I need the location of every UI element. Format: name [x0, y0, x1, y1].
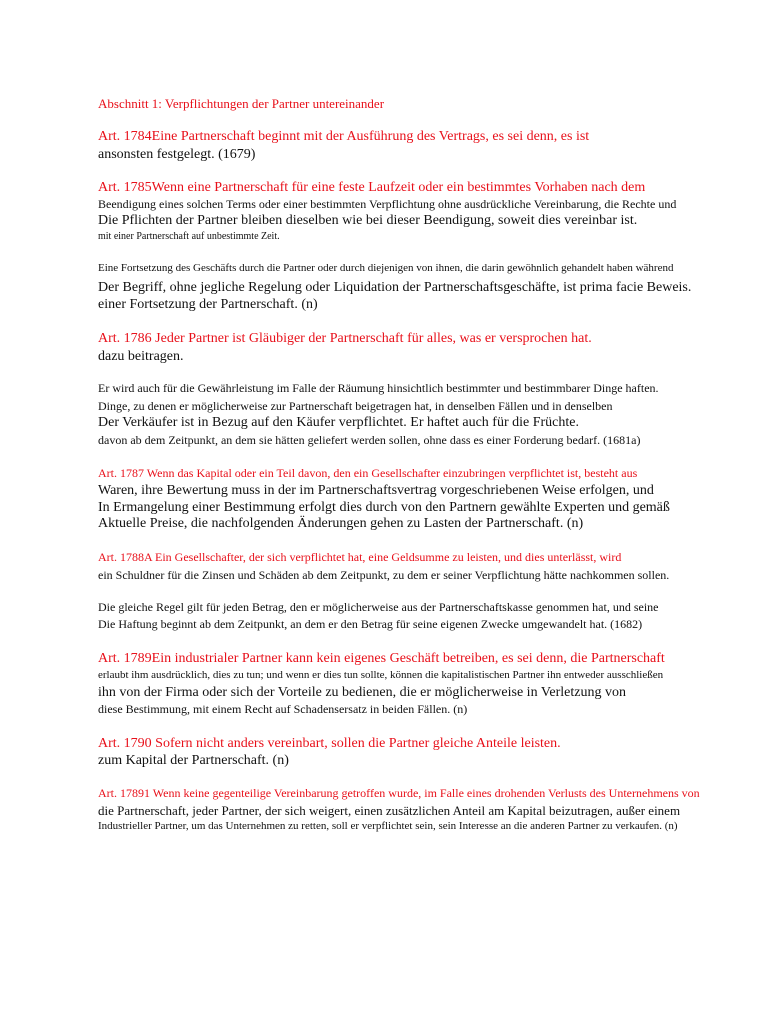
article-1789-line-2: erlaubt ihm ausdrücklich, dies zu tun; und wenn er dies tun sollte, können die kapitalistischen Partner ihn entweder ausschließen	[98, 669, 664, 681]
article-1785-line-7: einer Fortsetzung der Partnerschaft. (n)	[98, 297, 318, 312]
article-17891-line-1: Art. 17891 Wenn keine gegenteilige Vereinbarung getroffen wurde, im Falle eines drohenden Verlusts des Unternehmens von	[98, 786, 700, 800]
article-1786-line-5: Der Verkäufer ist in Bezug auf den Käufer verpflichtet. Er haftet auch für die Früchte.	[98, 415, 579, 430]
article-1788a-line-4: Die Haftung beginnt ab dem Zeitpunkt, an dem er den Betrag für seine eigenen Zwecke umgewandelt hat. (1682)	[98, 617, 643, 631]
article-1786-line-2: dazu beitragen.	[98, 349, 184, 364]
section-heading: Abschnitt 1: Verpflichtungen der Partner untereinander	[98, 96, 385, 111]
article-1784-line-1: Art. 1784Eine Partnerschaft beginnt mit der Ausführung des Vertrags, es sei denn, es ist	[98, 129, 590, 144]
article-1786-line-6: davon ab dem Zeitpunkt, an dem sie hätten geliefert werden sollen, ohne dass es einer Forderung bedarf. (1681a)	[98, 433, 641, 447]
article-1785-line-6: Der Begriff, ohne jegliche Regelung oder Liquidation der Partnerschaftsgeschäfte, ist prima facie Beweis.	[98, 280, 692, 295]
article-1790-line-2: zum Kapital der Partnerschaft. (n)	[98, 753, 289, 768]
article-1785-line-1: Art. 1785Wenn eine Partnerschaft für eine feste Laufzeit oder ein bestimmtes Vorhaben nach dem	[98, 180, 646, 195]
article-1785-line-3: Die Pflichten der Partner bleiben dieselben wie bei dieser Beendigung, soweit dies vereinbar ist.	[98, 213, 638, 228]
article-1787-line-1: Art. 1787 Wenn das Kapital oder ein Teil davon, den ein Gesellschafter einzubringen verpflichtet ist, besteht aus	[98, 466, 638, 480]
article-1785-line-5: Eine Fortsetzung des Geschäfts durch die Partner oder durch diejenigen von ihnen, die darin gewöhnlich gehandelt haben während	[98, 262, 674, 274]
article-1789-line-4: diese Bestimmung, mit einem Recht auf Schadensersatz in beiden Fällen. (n)	[98, 702, 468, 716]
article-1786-line-1: Art. 1786 Jeder Partner ist Gläubiger der Partnerschaft für alles, was er versprochen hat.	[98, 331, 592, 346]
article-1784-line-2: ansonsten festgelegt. (1679)	[98, 147, 256, 162]
article-1788a-line-2: ein Schuldner für die Zinsen und Schäden ab dem Zeitpunkt, zu dem er seiner Verpflichtung hätte nachkommen sollen.	[98, 568, 670, 582]
article-1787-line-3: In Ermangelung einer Bestimmung erfolgt dies durch von den Partnern gewählte Experten und gemäß	[98, 500, 670, 515]
article-17891-line-3: Industrieller Partner, um das Unternehmen zu retten, soll er verpflichtet sein, sein Interesse an die anderen Partner zu verkaufen. (n)	[98, 820, 678, 832]
article-1787-line-4: Aktuelle Preise, die nachfolgenden Änderungen gehen zu Lasten der Partnerschaft. (n)	[98, 516, 584, 531]
article-1786-line-4: Dinge, zu denen er möglicherweise zur Partnerschaft beigetragen hat, in denselben Fällen und in denselben	[98, 399, 613, 413]
article-1789-line-1: Art. 1789Ein industrialer Partner kann kein eigenes Geschäft betreiben, es sei denn, die Partnerschaft	[98, 651, 665, 666]
article-1785-line-4: mit einer Partnerschaft auf unbestimmte Zeit.	[98, 231, 280, 242]
article-1788a-line-1: Art. 1788A Ein Gesellschafter, der sich verpflichtet hat, eine Geldsumme zu leisten, und dies unterlässt, wird	[98, 550, 622, 564]
article-17891-line-2: die Partnerschaft, jeder Partner, der sich weigert, einen zusätzlichen Anteil am Kapital beizutragen, außer einem	[98, 803, 681, 818]
article-1786-line-3: Er wird auch für die Gewährleistung im Falle der Räumung hinsichtlich bestimmter und bestimmbarer Dinge haften.	[98, 381, 659, 395]
article-1788a-line-3: Die gleiche Regel gilt für jeden Betrag, den er möglicherweise aus der Partnerschaftskasse genommen hat, und seine	[98, 600, 659, 614]
article-1789-line-3: ihn von der Firma oder sich der Vorteile zu bedienen, die er möglicherweise in Verletzung von	[98, 685, 626, 700]
article-1790-line-1: Art. 1790 Sofern nicht anders vereinbart, sollen die Partner gleiche Anteile leisten.	[98, 736, 561, 751]
article-1785-line-2: Beendigung eines solchen Terms oder einer bestimmten Verpflichtung ohne ausdrückliche Vereinbarung, die Rechte und	[98, 197, 677, 211]
article-1787-line-2: Waren, ihre Bewertung muss in der im Partnerschaftsvertrag vorgeschriebenen Weise erfolgen, und	[98, 483, 654, 498]
